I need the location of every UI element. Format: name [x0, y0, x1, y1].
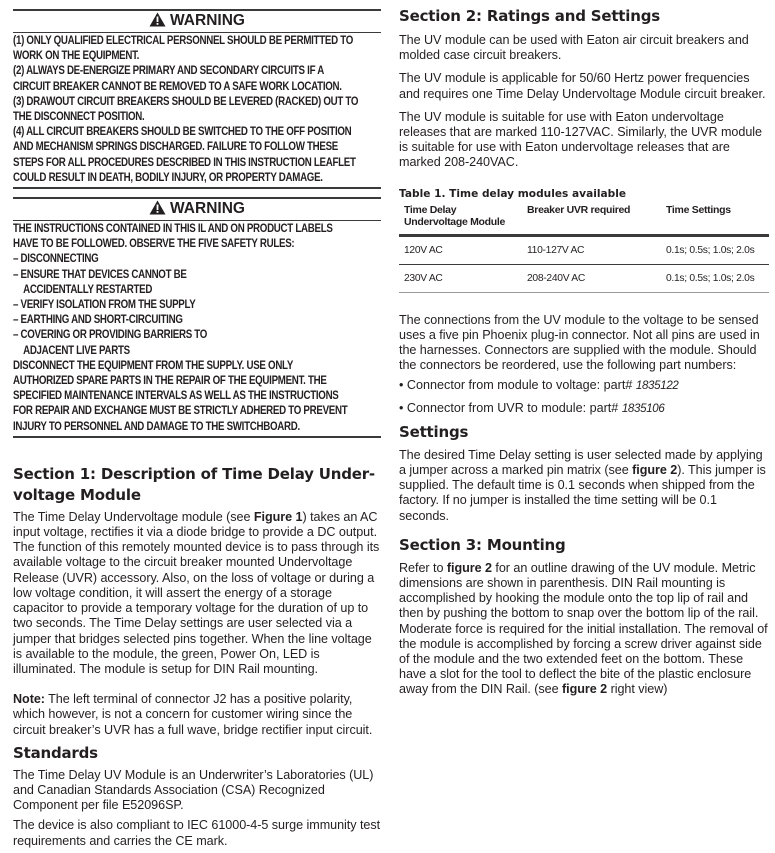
paragraph-text: right view) [607, 682, 668, 697]
bullet-label: Connector from UVR to module: part# [406, 400, 619, 415]
table-cell: 110-127V AC [522, 235, 661, 264]
warning-text-wrap-2 [13, 221, 381, 434]
warning-line: HAVE TO BE FOLLOWED. OBSERVE THE FIVE SAFETY RULES: [13, 237, 295, 251]
table1-caption: Table 1. Time delay modules available [399, 187, 627, 200]
table-cell: 0.1s; 0.5s; 1.0s; 2.0s [661, 264, 769, 292]
warning-line: – EARTHING AND SHORT-CIRCUITING [13, 313, 183, 327]
figure-reference: figure 2 [562, 682, 608, 697]
warning-line: CIRCUIT BREAKER CANNOT BE REMOVED TO A SAFE WORK LOCATION. [13, 79, 342, 93]
warning-line: SPECIFIED MAINTENANCE INTERVALS AS WELL AS THE INSTRUCTIONS [13, 389, 339, 403]
warning-triangle-icon [149, 200, 166, 220]
table-row [399, 264, 769, 292]
figure-reference: Figure 1 [253, 509, 303, 524]
warning-line: STEPS FOR ALL PROCEDURES DESCRIBED IN THIS INSTRUCTION LEAFLET [13, 155, 356, 169]
paragraph-text: ) takes an AC input voltage, rectifies it via a diode bridge to provide a DC output. The function of this remotely mounted device is to pass through its available voltage to the circuit breaker mounted Undervoltage Release (UVR) accessory. Also, on the loss of voltage or during a low voltage condition, it will assert the energy of a storage capacitor to provide a temporary voltage for the duration of up to two seconds. The Time Delay settings are user selected via a jumper that bridges selected pins together. When the line voltage is available to the module, the green, Power On, LED is illuminated. The module is setup for DIN Rail mounting. [13, 509, 380, 676]
note-text: The left terminal of connector J2 has a positive polarity, which however, is not a concern for customer wiring since the circuit breaker’s UVR has a full wave, bridge rectifier input circuit. [13, 692, 373, 737]
table-cell: 0.1s; 0.5s; 1.0s; 2.0s [661, 235, 769, 264]
table-row [399, 235, 769, 264]
section2-heading: Section 2: Ratings and Settings [399, 7, 660, 25]
part-number: 1835122 [635, 380, 679, 393]
standards-heading: Standards [13, 743, 98, 762]
paragraph-text: ). This jumper is supplied. The default time is 0.1 seconds when shipped from the factory. If no jumper is installed the time setting will be 0.1 seconds. [399, 463, 766, 523]
section1-paragraph [13, 510, 381, 677]
note-label: Note: [13, 692, 45, 707]
table-cell: 120V AC [399, 235, 522, 264]
warning-text-wrap-1 [13, 33, 381, 185]
paragraph-text: The desired Time Delay setting is user selected made by applying a jumper across a marked pin matrix (see [399, 447, 763, 478]
warning-text-2 [13, 221, 381, 434]
figure-reference: figure 2 [632, 463, 678, 478]
warning-text-1 [13, 33, 381, 185]
warning-line: ADJACENT LIVE PARTS [23, 343, 130, 357]
warning-title-text: WARNING [170, 200, 245, 218]
warning-line: THE INSTRUCTIONS CONTAINED IN THIS IL AND ON PRODUCT LABELS [13, 222, 333, 236]
bullet-label: Connector from module to voltage: part# [406, 378, 633, 393]
connections-paragraph: The connections from the UV module to the voltage to be sensed uses a five pin Phoenix plug-in connector. Not all pins are used in the harnesses. Connectors are supplied with the module. Should the connectors be reordered, use the following part numbers: [399, 312, 760, 373]
section1-note [13, 692, 381, 738]
table-cell: 208-240V AC [522, 264, 661, 292]
warning-line: (3) DRAWOUT CIRCUIT BREAKERS SHOULD BE LEVERED (RACKED) OUT TO [13, 94, 359, 108]
warning-line: (2) ALWAYS DE-ENERGIZE PRIMARY AND SECONDARY CIRCUITS IF A [13, 64, 325, 78]
part-number: 1835106 [621, 402, 665, 415]
warning-line: (1) ONLY QUALIFIED ELECTRICAL PERSONNEL SHOULD BE PERMITTED TO [13, 34, 353, 47]
warning-line: AND MECHANISM SPRINGS DISCHARGED. FAILURE TO FOLLOW THESE [13, 140, 339, 154]
warning-line: – VERIFY ISOLATION FROM THE SUPPLY [13, 298, 196, 312]
section2-paragraph-2: The UV module is applicable for 50/60 Hertz power frequencies and requires one Time Delay Undervoltage Module circuit breaker. [399, 71, 766, 101]
paragraph-text: for an outline drawing of the UV module. Metric dimensions are shown in parenthesis. DIN Rail mounting is accomplished by hooking the module onto the top lip of rail and then by pushing the bottom to snap over the bottom lip of the rail. Moderate force is required for the initial installation. The removal of the module is accomplished by forcing a screw driver against side of the module and the two extended feet on the bottom. These have a slot for the tool to deflect the bite of the plastic enclosure away from the DIN Rail. (see [399, 560, 768, 697]
warning-line: – ENSURE THAT DEVICES CANNOT BE [13, 267, 187, 281]
table-cell: 230V AC [399, 264, 522, 292]
warning-line: INJURY TO PERSONNEL AND DAMAGE TO THE SWITCHBOARD. [13, 419, 300, 433]
section2-paragraph-3: The UV module is suitable for use with Eaton undervoltage releases that are marked 110-127VAC. Similarly, the UVR module is suitable for use with Eaton undervoltage releases that are marked 208-240VAC. [399, 109, 762, 170]
paragraph-text: The Time Delay Undervoltage module (see [13, 509, 254, 524]
warning-box-1 [13, 9, 381, 189]
warning-line: WORK ON THE EQUIPMENT. [13, 49, 140, 63]
paragraph-text: Refer to [399, 560, 447, 575]
warning-line: ACCIDENTALLY RESTARTED [23, 282, 153, 296]
figure-reference: figure 2 [446, 560, 492, 575]
warning-title-1 [13, 11, 381, 33]
section3-paragraph [399, 561, 769, 698]
section1-heading: Section 1: Description of Time Delay Under-voltage Module [13, 464, 375, 504]
warning-line: – COVERING OR PROVIDING BARRIERS TO [13, 328, 208, 342]
standards-paragraph-1: The Time Delay UV Module is an Underwriter’s Laboratories (UL) and Canadian Standards Association (CSA) Recognized Component per file E52096SP. [13, 767, 374, 813]
warning-line: DISCONNECT THE EQUIPMENT FROM THE SUPPLY. USE ONLY [13, 358, 294, 372]
settings-paragraph [399, 448, 769, 524]
table-header-time-settings: Time Settings [661, 201, 769, 236]
warning-line: THE DISCONNECT POSITION. [13, 110, 145, 124]
warning-line: FOR REPAIR AND EXCHANGE MUST BE STRICTLY ADHERED TO PREVENT [13, 404, 348, 418]
table-header-row [399, 201, 769, 236]
warning-triangle-icon [149, 12, 166, 32]
section2-paragraph-1: The UV module can be used with Eaton air circuit breakers and molded case circuit breakers. [399, 33, 749, 63]
warning-title-text: WARNING [170, 12, 245, 29]
table-header-module: Time Delay Undervoltage Module [399, 201, 522, 236]
time-delay-modules-table [399, 201, 769, 293]
settings-heading: Settings [399, 422, 469, 441]
warning-line: – DISCONNECTING [13, 252, 99, 266]
connector-bullet-1: • Connector from module to voltage: part# 1835122 [399, 378, 679, 393]
standards-paragraph-2: The device is also compliant to IEC 61000-4-5 surge immunity test requirements and carries the CE mark. [13, 818, 381, 848]
table-header-uvr: Breaker UVR required [522, 201, 661, 236]
warning-line: AUTHORIZED SPARE PARTS IN THE REPAIR OF THE EQUIPMENT. THE [13, 374, 327, 388]
warning-title-2 [13, 199, 381, 221]
connector-bullet-2: • Connector from UVR to module: part# 1835106 [399, 400, 665, 415]
section3-heading: Section 3: Mounting [399, 535, 566, 554]
right-column [399, 0, 769, 698]
left-column [13, 0, 381, 849]
warning-box-2 [13, 197, 381, 438]
warning-line: (4) ALL CIRCUIT BREAKERS SHOULD BE SWITCHED TO THE OFF POSITION [13, 125, 352, 139]
warning-line: COULD RESULT IN DEATH, BODILY INJURY, OR PROPERTY DAMAGE. [13, 170, 323, 184]
